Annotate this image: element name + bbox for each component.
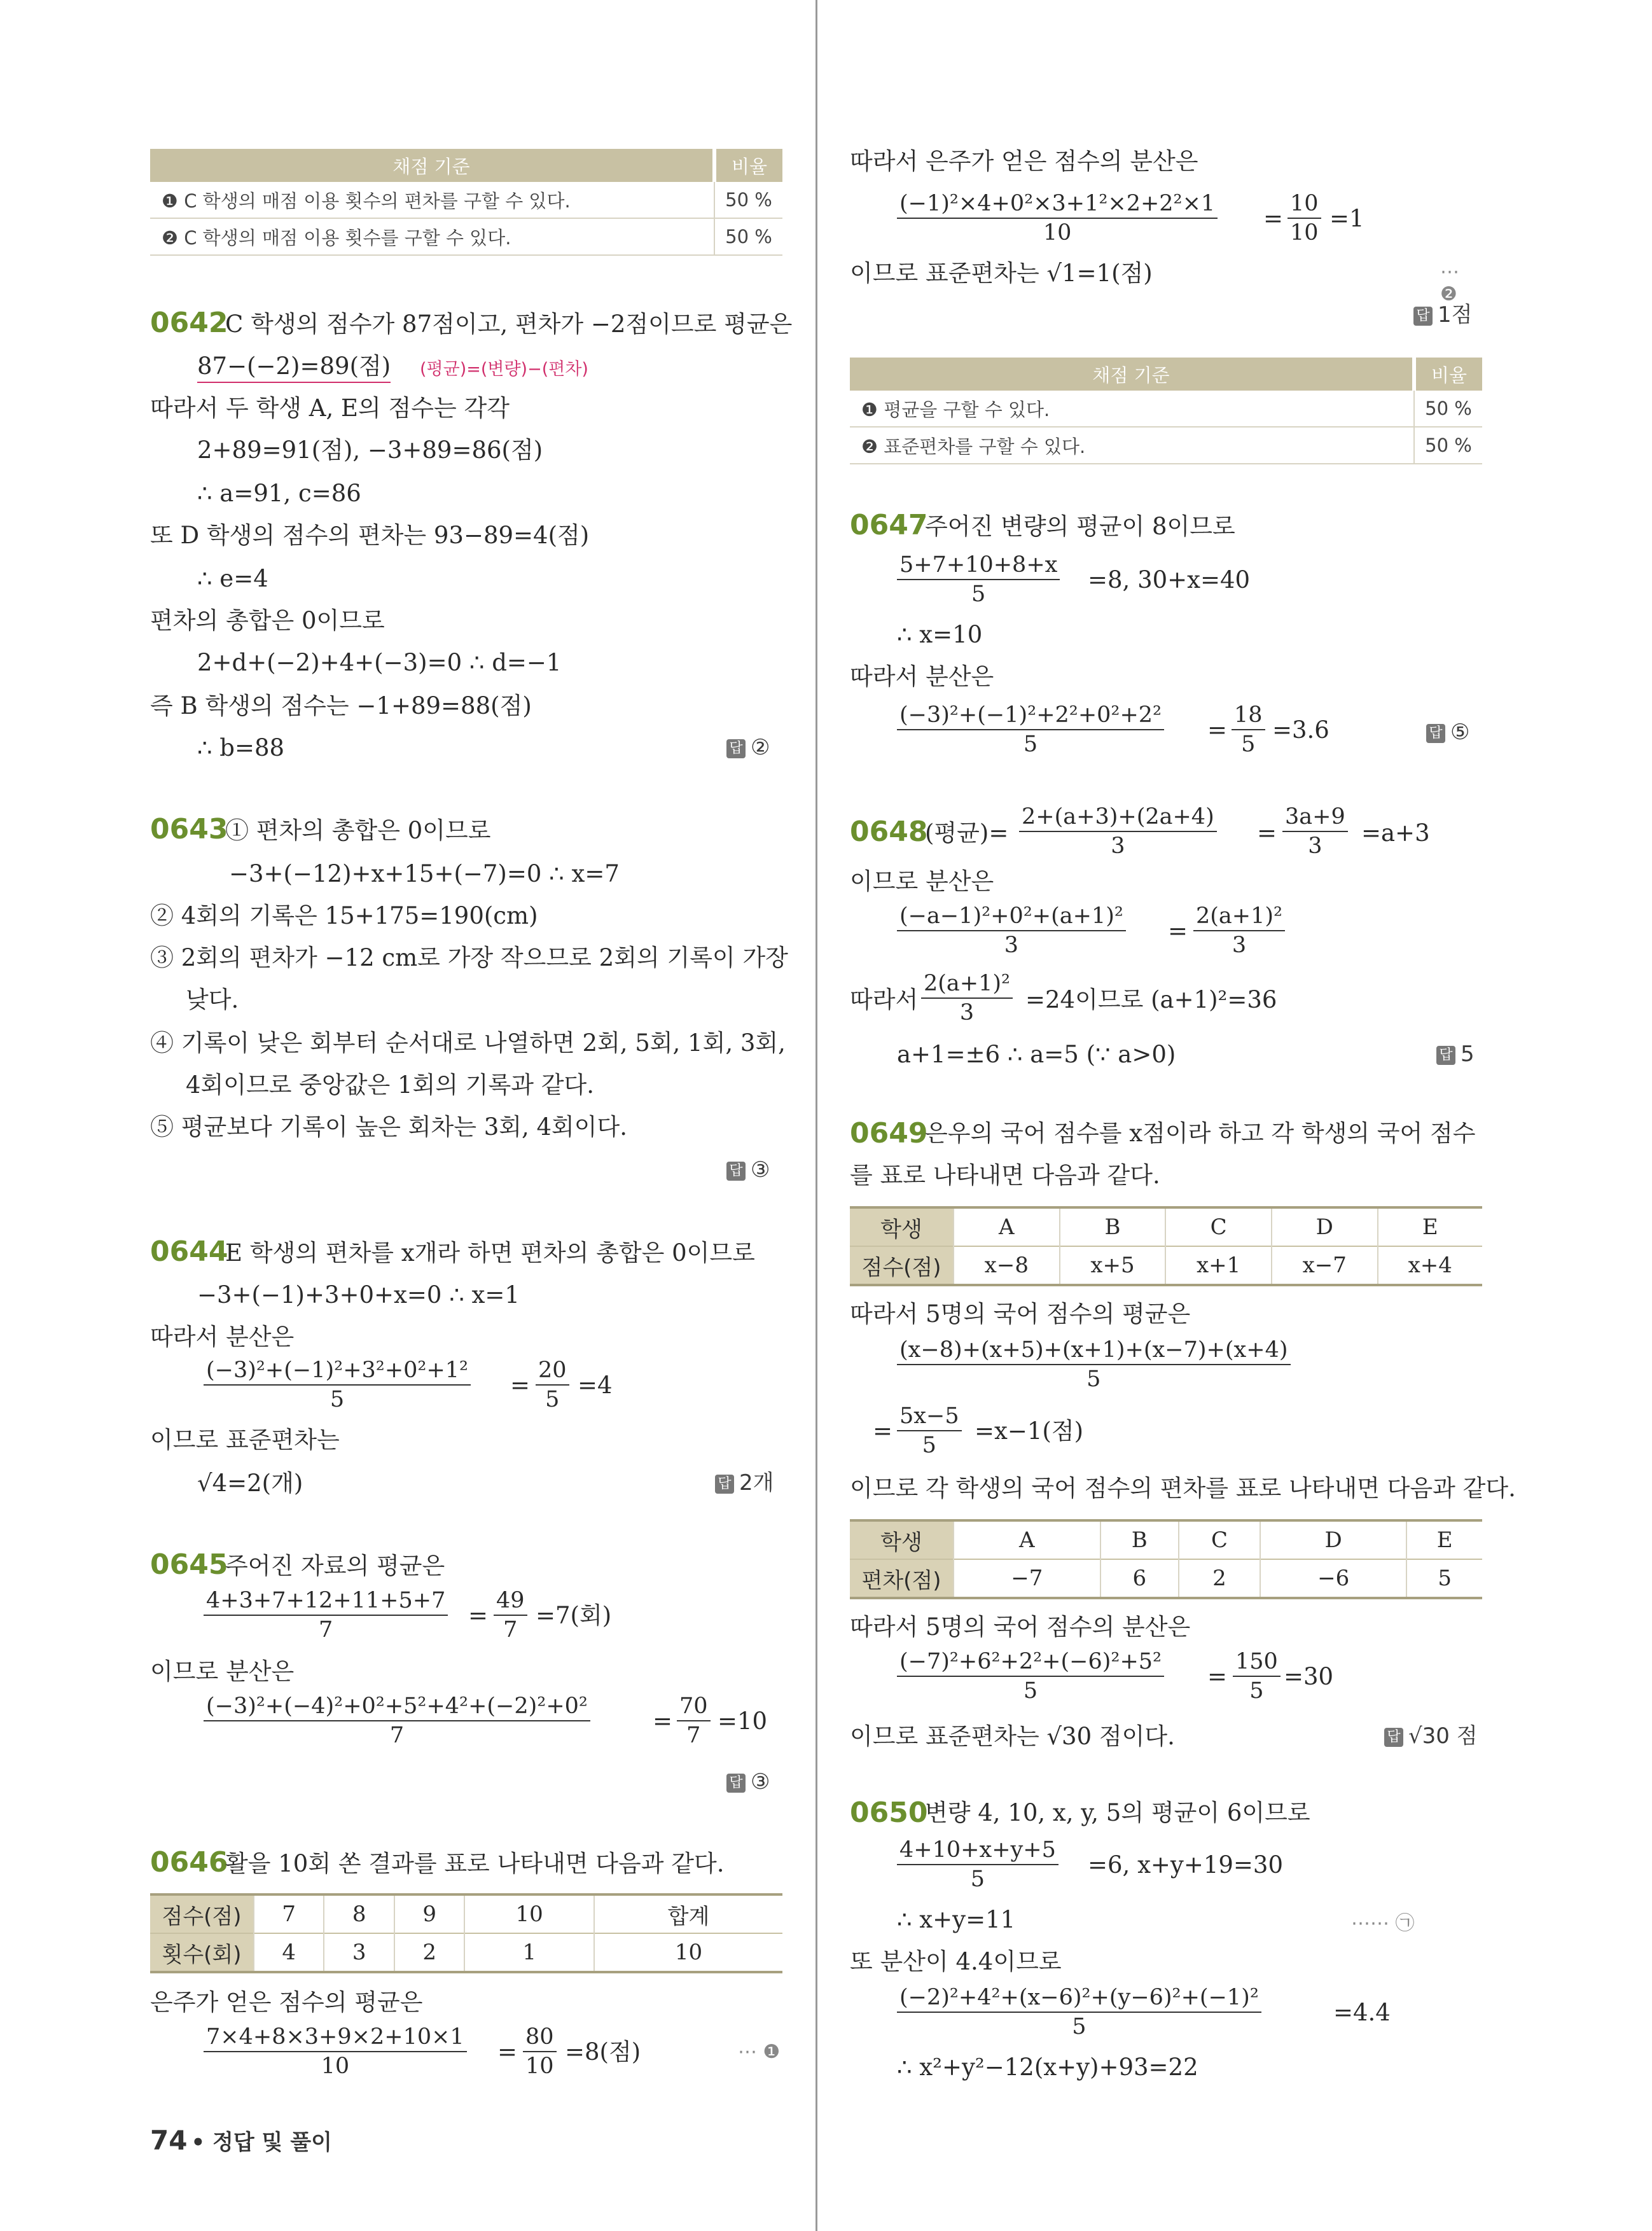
table-cell: 1: [464, 1933, 594, 1972]
denominator: 5: [330, 1387, 345, 1412]
criteria-row: ❶ 평균을 구할 수 있다.: [850, 391, 1414, 427]
table-cell: B: [1100, 1520, 1179, 1559]
table-cell: x−8: [954, 1246, 1060, 1285]
problem-number: 0650: [850, 1797, 928, 1829]
solution-line: 이므로 표준편차는 √1=1(점): [850, 260, 1153, 287]
table-header-cell: 편차(점): [850, 1559, 954, 1598]
solution-line: a+1=±6 ∴ a=5 (∵ a>0): [897, 1041, 1176, 1068]
solution-line: ⑤ 평균보다 기록이 높은 회차는 3회, 4회이다.: [150, 1113, 628, 1141]
solution-line: ∴ a=91, c=86: [197, 480, 361, 507]
fraction: [204, 1356, 471, 1414]
table-cell: 합계: [594, 1894, 782, 1933]
denominator: 5: [1241, 732, 1256, 757]
numerator: 2+(a+3)+(2a+4): [1019, 803, 1217, 832]
table-cell: 8: [324, 1894, 394, 1933]
step-marker: ⋯ ❶: [738, 2041, 781, 2063]
numerator: (−7)²+6²+2²+(−6)²+5²: [897, 1648, 1164, 1677]
solution-line: =30: [1284, 1663, 1334, 1690]
criteria-ratio: 50 %: [714, 218, 782, 255]
fraction: [536, 1356, 569, 1414]
criteria-header: 채점 기준: [850, 358, 1414, 391]
problem-number: 0644: [150, 1235, 228, 1268]
fraction: [897, 190, 1218, 247]
equals-sign: =: [1257, 819, 1277, 847]
score-table: [850, 1206, 1482, 1286]
criteria-row: ❷ 표준편차를 구할 수 있다.: [850, 427, 1414, 464]
solution-line: ③ 2회의 편차가 −12 cm로 가장 작으므로 2회의 기록이 가장: [150, 944, 788, 971]
answer-badge: [726, 1767, 770, 1797]
fraction: [677, 1692, 711, 1749]
problem-number: 0645: [150, 1548, 228, 1581]
answer-text: 2개: [739, 1470, 774, 1496]
ratio-header: 비율: [714, 149, 782, 182]
solution-line: 은주가 얻은 점수의 평균은: [150, 1989, 423, 2016]
grading-criteria-table-1: [150, 149, 782, 256]
table-cell: 2: [1179, 1559, 1260, 1598]
fraction: [204, 2023, 467, 2080]
table-cell: 10: [464, 1894, 594, 1933]
solution-line: 활을 10회 쏜 결과를 표로 나타내면 다음과 같다.: [225, 1850, 725, 1877]
solution-line: =10: [718, 1707, 768, 1735]
denominator: 7: [503, 1617, 518, 1643]
numerator: 49: [494, 1587, 527, 1616]
equals-sign: =: [873, 1417, 893, 1445]
answer-text: √30 점: [1408, 1723, 1478, 1749]
answer-icon: 답: [1413, 307, 1433, 326]
denominator: 10: [1290, 220, 1319, 246]
solution-line: 이므로 각 학생의 국어 점수의 편차를 표로 나타내면 다음과 같다.: [850, 1475, 1516, 1502]
fraction: [897, 1402, 962, 1459]
numerator: 3a+9: [1282, 803, 1348, 832]
solution-line: ∴ b=88: [197, 734, 285, 761]
footer-title: • 정답 및 풀이: [191, 2130, 332, 2155]
solution-line: ① 편차의 총합은 0이므로: [225, 817, 491, 844]
solution-line: =7(회): [536, 1602, 612, 1629]
score-count-table: [150, 1893, 782, 1973]
table-cell: 3: [324, 1933, 394, 1972]
table-cell: A: [954, 1207, 1060, 1246]
grading-criteria-table-2: [850, 358, 1482, 464]
solution-line: =24이므로 (a+1)²=36: [1025, 986, 1277, 1013]
criteria-ratio: 50 %: [714, 182, 782, 218]
fraction: [204, 1587, 448, 1644]
numerator: 7×4+8×3+9×2+10×1: [204, 2023, 467, 2052]
fraction: [921, 970, 1013, 1027]
solution-line: 은우의 국어 점수를 x점이라 하고 각 학생의 국어 점수: [925, 1120, 1476, 1147]
solution-line: ∴ x+y=11: [897, 1906, 1016, 1933]
criteria-ratio: 50 %: [1414, 427, 1482, 464]
denominator: 5: [1086, 1366, 1101, 1392]
criteria-row: ❷ C 학생의 매점 이용 횟수를 구할 수 있다.: [150, 218, 714, 255]
solution-line: =6, x+y+19=30: [1088, 1851, 1284, 1879]
answer-icon: 답: [1436, 1046, 1455, 1065]
answer-badge: [1436, 1039, 1475, 1069]
solution-line: =8(점): [565, 2038, 641, 2066]
criteria-ratio: 50 %: [1414, 391, 1482, 427]
numerator: (−3)²+(−4)²+0²+5²+4²+(−2)²+0²: [204, 1692, 590, 1721]
numerator: (x−8)+(x+5)+(x+1)+(x−7)+(x+4): [897, 1336, 1291, 1365]
table-header-cell: 학생: [850, 1207, 954, 1246]
problem-number: 0647: [850, 509, 928, 541]
answer-badge: [1413, 300, 1472, 330]
solution-line: 2+d+(−2)+4+(−3)=0 ∴ d=−1: [197, 649, 562, 676]
denominator: 7: [686, 1723, 701, 1748]
answer-text: ③: [751, 1157, 770, 1183]
solution-line: 87−(−2)=89(점): [197, 351, 391, 383]
answer-text: ②: [751, 735, 770, 760]
denominator: 5: [1023, 732, 1038, 757]
answer-icon: 답: [1426, 724, 1445, 743]
answer-icon: 답: [1384, 1728, 1403, 1747]
page-footer: [150, 2125, 332, 2156]
solution-line: 또 D 학생의 점수의 편차는 93−89=4(점): [150, 522, 590, 549]
denominator: 3: [1232, 933, 1247, 958]
denominator: 5: [922, 1433, 936, 1458]
denominator: 5: [1023, 1678, 1038, 1704]
solution-line: E 학생의 편차를 x개라 하면 편차의 총합은 0이므로: [225, 1239, 755, 1267]
fraction: [897, 551, 1060, 608]
denominator: 5: [1249, 1678, 1264, 1704]
fraction: [897, 1836, 1059, 1893]
equals-sign: =: [1168, 917, 1188, 945]
table-cell: 9: [394, 1894, 464, 1933]
equals-sign: =: [468, 1602, 489, 1629]
answer-text: 1점: [1438, 302, 1473, 328]
denominator: 10: [321, 2054, 350, 2079]
denominator: 3: [959, 1000, 975, 1025]
table-cell: −6: [1260, 1559, 1407, 1598]
solution-line: 주어진 변량의 평균이 8이므로: [925, 513, 1235, 540]
numerator: (−3)²+(−1)²+2²+0²+2²: [897, 701, 1164, 730]
fraction: [1019, 803, 1217, 860]
solution-line: =x−1(점): [975, 1417, 1084, 1445]
denominator: 3: [1308, 833, 1322, 859]
numerator: 2(a+1)²: [921, 970, 1013, 999]
numerator: 80: [523, 2023, 557, 2052]
table-header-cell: 횟수(회): [150, 1933, 254, 1972]
denominator: 7: [319, 1617, 333, 1643]
table-header-cell: 학생: [850, 1520, 954, 1559]
equals-sign: =: [510, 1372, 531, 1399]
numerator: 150: [1233, 1648, 1281, 1677]
solution-line: 변량 4, 10, x, y, 5의 평균이 6이므로: [925, 1799, 1310, 1826]
fraction: [897, 902, 1126, 959]
answer-text: ⑤: [1450, 719, 1470, 745]
table-cell: D: [1260, 1520, 1407, 1559]
numerator: 2(a+1)²: [1193, 902, 1285, 931]
table-cell: C: [1179, 1520, 1260, 1559]
table-cell: −7: [954, 1559, 1100, 1598]
fraction: [897, 1336, 1291, 1393]
numerator: 5x−5: [897, 1402, 962, 1431]
fraction: [1232, 701, 1265, 758]
fraction: [204, 1692, 590, 1749]
fraction: [897, 1984, 1261, 2041]
ratio-header: 비율: [1414, 358, 1482, 391]
solution-line: 따라서 두 학생 A, E의 점수는 각각: [150, 394, 510, 422]
solution-line: 따라서 5명의 국어 점수의 분산은: [850, 1613, 1191, 1641]
denominator: 5: [1072, 2014, 1086, 2040]
fraction: [1288, 190, 1321, 247]
problem-number: 0649: [850, 1117, 928, 1150]
denominator: 10: [525, 2054, 554, 2079]
fraction: [523, 2023, 557, 2080]
table-cell: C: [1165, 1207, 1272, 1246]
solution-line: =8, 30+x=40: [1088, 566, 1251, 594]
numerator: (−2)²+4²+(x−6)²+(y−6)²+(−1)²: [897, 1984, 1261, 2013]
solution-line: =4: [578, 1372, 613, 1399]
criteria-header: 채점 기준: [150, 149, 714, 182]
table-cell: 6: [1100, 1559, 1179, 1598]
table-cell: x+1: [1165, 1246, 1272, 1285]
solution-line: 따라서 분산은: [850, 663, 994, 690]
denominator: 3: [1004, 933, 1019, 958]
solution-line: 즉 B 학생의 점수는 −1+89=88(점): [150, 692, 532, 719]
problem-number: 0643: [150, 813, 228, 845]
answer-badge: [1426, 718, 1469, 747]
column-divider: [816, 0, 817, 2231]
answer-text: 5: [1461, 1041, 1475, 1067]
solution-line: ∴ e=4: [197, 565, 268, 592]
numerator: (−1)²×4+0²×3+1²×2+2²×1: [897, 190, 1218, 219]
table-cell: D: [1272, 1207, 1378, 1246]
equals-sign: =: [497, 2038, 518, 2066]
fraction: [494, 1587, 527, 1644]
numerator: 70: [677, 1692, 711, 1721]
numerator: (−a−1)²+0²+(a+1)²: [897, 902, 1126, 931]
solution-line: ∴ x=10: [897, 621, 983, 648]
table-cell: x−7: [1272, 1246, 1378, 1285]
denominator: 3: [1111, 833, 1125, 859]
table-cell: E: [1378, 1207, 1482, 1246]
denominator: 5: [971, 581, 986, 607]
solution-line: 편차의 총합은 0이므로: [150, 607, 385, 634]
numerator: 10: [1288, 190, 1321, 219]
solution-line: 2+89=91(점), −3+89=86(점): [197, 436, 543, 464]
solution-line: ④ 기록이 낮은 회부터 순서대로 나열하면 2회, 5회, 1회, 3회,: [150, 1029, 786, 1057]
solution-line: 이므로 분산은: [850, 868, 994, 895]
fraction: [897, 701, 1164, 758]
solution-line: 4회이므로 중앙값은 1회의 기록과 같다.: [186, 1071, 595, 1099]
table-header-cell: 점수(점): [150, 1894, 254, 1933]
step-marker: ⋯ ❷: [1440, 261, 1459, 305]
answer-badge: [715, 1468, 774, 1498]
answer-icon: 답: [715, 1475, 734, 1494]
table-header-cell: 점수(점): [850, 1246, 954, 1285]
fraction: [897, 1648, 1164, 1705]
solution-line: ∴ x²+y²−12(x+y)+93=22: [897, 2054, 1198, 2081]
solution-line: =1: [1329, 205, 1364, 232]
solution-line: =a+3: [1361, 819, 1430, 847]
fraction: [1282, 803, 1348, 860]
denominator: 10: [1043, 220, 1072, 246]
solution-line: =3.6: [1272, 716, 1329, 744]
deviation-table: [850, 1519, 1482, 1599]
solution-line: √4=2(개): [197, 1470, 303, 1497]
solution-line: 또 분산이 4.4이므로: [850, 1948, 1062, 1975]
answer-badge: [726, 733, 770, 762]
table-cell: 10: [594, 1933, 782, 1972]
problem-number: 0646: [150, 1846, 228, 1879]
numerator: 18: [1232, 701, 1265, 730]
solution-line: (평균)=: [925, 819, 1009, 847]
solution-line: 주어진 자료의 평균은: [225, 1552, 445, 1580]
fraction: [1193, 902, 1285, 959]
equals-sign: =: [1207, 1663, 1228, 1690]
solution-line: 낮다.: [186, 986, 239, 1013]
table-cell: 4: [254, 1933, 324, 1972]
table-cell: 5: [1406, 1559, 1482, 1598]
answer-icon: 답: [726, 1162, 746, 1181]
table-cell: 2: [394, 1933, 464, 1972]
solution-line: 따라서 5명의 국어 점수의 평균은: [850, 1300, 1191, 1328]
problem-number: 0648: [850, 816, 928, 848]
equals-sign: =: [653, 1707, 673, 1735]
table-cell: x+5: [1060, 1246, 1166, 1285]
criteria-row: ❶ C 학생의 매점 이용 횟수의 편차를 구할 수 있다.: [150, 182, 714, 218]
solution-line: −3+(−12)+x+15+(−7)=0 ∴ x=7: [229, 860, 620, 887]
solution-line: 이므로 표준편차는: [150, 1426, 340, 1454]
denominator: 5: [545, 1387, 560, 1412]
solution-line: 를 표로 나타내면 다음과 같다.: [850, 1162, 1160, 1189]
table-cell: x+4: [1378, 1246, 1482, 1285]
solution-line: −3+(−1)+3+0+x=0 ∴ x=1: [197, 1281, 520, 1309]
table-cell: E: [1406, 1520, 1482, 1559]
numerator: 5+7+10+8+x: [897, 551, 1060, 580]
numerator: (−3)²+(−1)²+3²+0²+1²: [204, 1356, 471, 1386]
solution-line: 따라서 은주가 얻은 점수의 분산은: [850, 148, 1198, 175]
equals-sign: =: [1263, 205, 1284, 232]
solution-line: 따라서 분산은: [150, 1323, 295, 1351]
fraction: [1233, 1648, 1281, 1705]
solution-line: 이므로 표준편차는 √30 점이다.: [850, 1723, 1175, 1750]
table-cell: B: [1060, 1207, 1166, 1246]
solution-line: ② 4회의 기록은 15+175=190(cm): [150, 902, 538, 929]
table-cell: 7: [254, 1894, 324, 1933]
numerator: 20: [536, 1356, 569, 1386]
page-number: 74: [150, 2125, 188, 2156]
answer-badge: [1384, 1721, 1478, 1751]
solution-line: 이므로 분산은: [150, 1658, 295, 1685]
solution-line: 따라서: [850, 986, 919, 1013]
annotation-note: (평균)=(변량)−(편차): [420, 359, 588, 379]
answer-icon: 답: [726, 739, 746, 758]
problem-number: 0642: [150, 307, 228, 339]
numerator: 4+3+7+12+11+5+7: [204, 1587, 448, 1616]
numerator: 4+10+x+y+5: [897, 1836, 1059, 1865]
denominator: 7: [389, 1723, 405, 1748]
table-cell: A: [954, 1520, 1100, 1559]
equation-marker: ⋯⋯ ㉠: [1351, 1912, 1415, 1935]
solution-line: =4.4: [1333, 1999, 1391, 2026]
answer-badge: [726, 1155, 770, 1185]
answer-icon: 답: [726, 1774, 746, 1793]
solution-line: C 학생의 점수가 87점이고, 편차가 −2점이므로 평균은: [225, 310, 793, 338]
answer-text: ③: [751, 1769, 770, 1795]
denominator: 5: [970, 1866, 985, 1892]
equals-sign: =: [1207, 716, 1228, 744]
